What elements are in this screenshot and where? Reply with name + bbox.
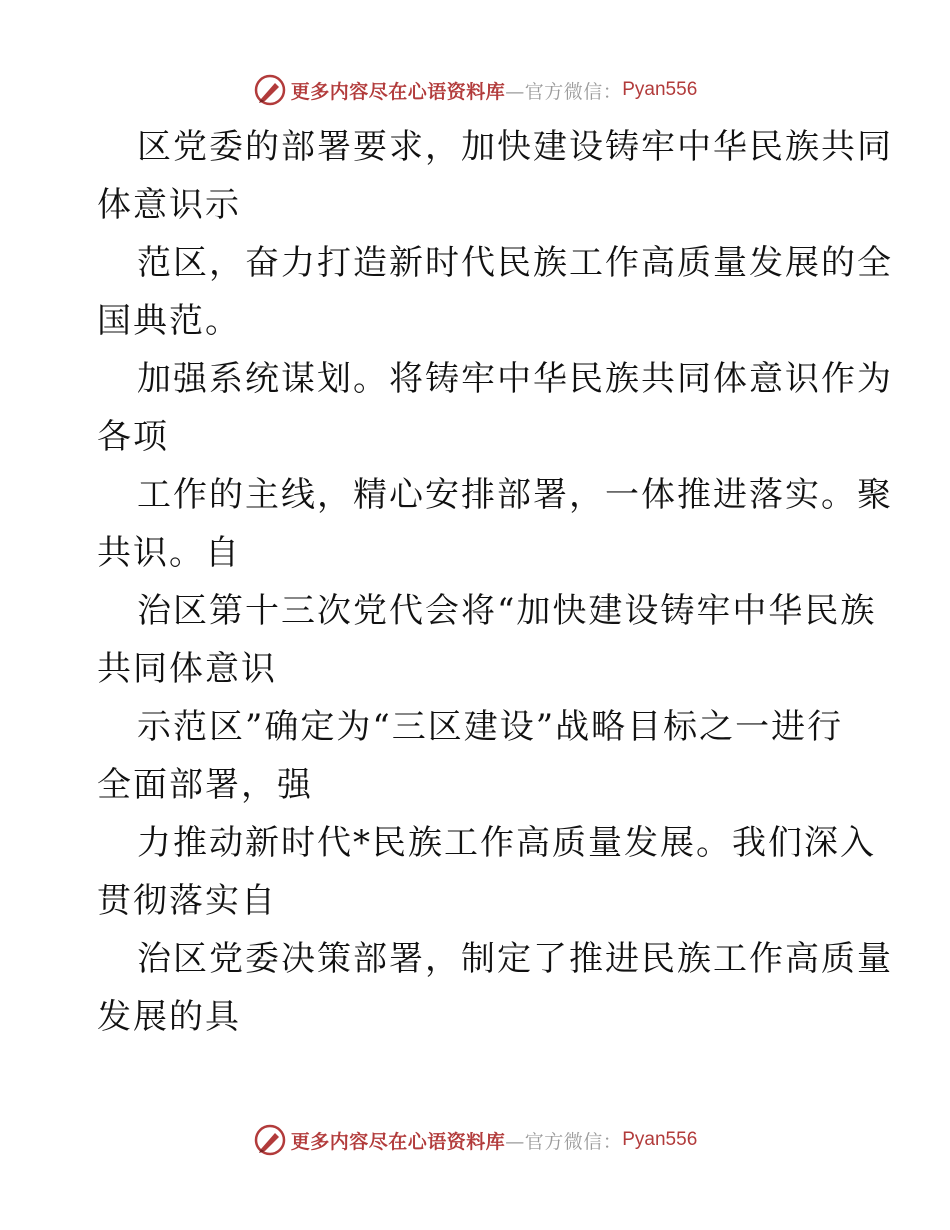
text-line: 治区党委决策部署，制定了推进民族工作高质量 <box>137 939 893 979</box>
footer-banner-sub: —官方微信： <box>505 1130 623 1153</box>
header-banner-sub: —官方微信： <box>505 80 623 103</box>
text-line: 贯彻落实自 <box>97 881 277 921</box>
text-line: 示范区”确定为“三区建设”战略目标之一进行 <box>137 707 844 747</box>
header-banner-title: 更多内容尽在心语资料库 <box>290 80 506 103</box>
text-line: 国典范。 <box>97 301 241 341</box>
text-line: 加强系统谋划。将铸牢中华民族共同体意识作为 <box>137 359 893 399</box>
text-line: 区党委的部署要求，加快建设铸牢中华民族共同 <box>137 127 893 167</box>
text-line: 全面部署，强 <box>97 765 313 805</box>
text-line: 力推动新时代*民族工作高质量发展。我们深入 <box>137 823 876 863</box>
text-line: 共识。自 <box>97 533 241 573</box>
text-line: 共同体意识 <box>97 649 277 689</box>
text-line: 治区第十三次党代会将“加快建设铸牢中华民族 <box>137 591 877 631</box>
body-text <box>97 118 893 1046</box>
text-line: 发展的具 <box>97 997 241 1037</box>
footer-banner-id: Pyan556 <box>622 1129 698 1150</box>
footer-banner <box>0 1120 950 1160</box>
text-line: 工作的主线，精心安排部署，一体推进落实。聚 <box>137 475 893 515</box>
text-line: 范区，奋力打造新时代民族工作高质量发展的全 <box>137 243 893 283</box>
text-line: 各项 <box>97 417 169 457</box>
header-banner-id: Pyan556 <box>622 79 698 100</box>
footer-banner-title: 更多内容尽在心语资料库 <box>290 1130 506 1153</box>
pen-logo-icon <box>253 73 287 107</box>
pen-logo-icon <box>253 1123 287 1157</box>
text-line: 体意识示 <box>97 185 241 225</box>
header-banner <box>0 70 950 110</box>
